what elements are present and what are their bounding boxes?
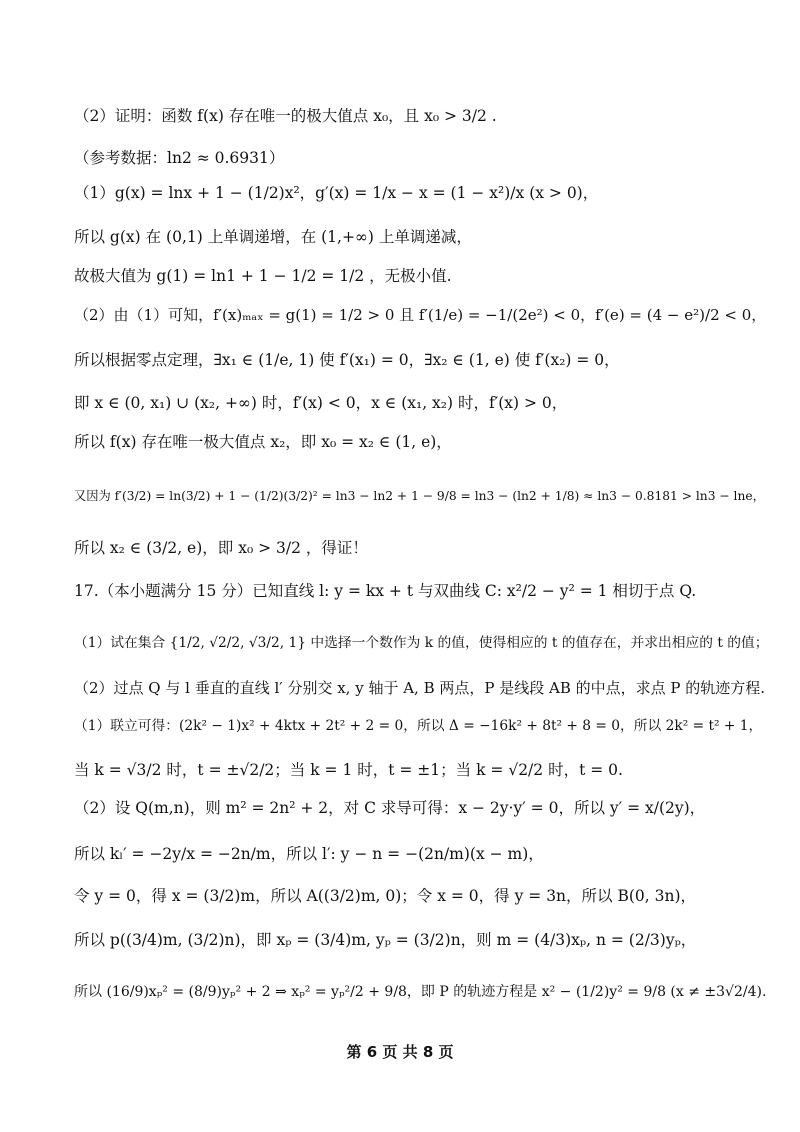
line-9: 所以 f(x) 存在唯一极大值点 x₂，即 x₀ = x₂ ∈ (1, e)， bbox=[74, 433, 452, 451]
line-21: 所以 (16/9)xₚ² = (8/9)yₚ² + 2 ⇒ xₚ² = yₚ²/2 + 9/8，即 P 的轨迹方程是 x² − (1/2)y² = 9/8 (x ≠ ±3√2/4). bbox=[74, 984, 767, 1000]
line-3: （1）g(x) = lnx + 1 − (1/2)x²，g′(x) = 1/x − x = (1 − x²)/x (x > 0)， bbox=[74, 184, 599, 202]
line-1: （2）证明：函数 f(x) 存在唯一的极大值点 x₀，且 x₀ > 3/2 . bbox=[74, 107, 497, 125]
line-17: （2）设 Q(m,n)，则 m² = 2n² + 2，对 C 求导可得：x − 2y·y′ = 0，所以 y′ = x/(2y)， bbox=[74, 799, 706, 817]
line-4: 所以 g(x) 在 (0,1) 上单调递增，在 (1,+∞) 上单调递减， bbox=[74, 228, 472, 246]
line-6: （2）由（1）可知，f′(x)ₘₐₓ = g(1) = 1/2 > 0 且 f′(1/e) = −1/(2e²) < 0，f′(e) = (4 − e²)/2 < 0， bbox=[74, 306, 767, 324]
line-8: 即 x ∈ (0, x₁) ∪ (x₂, +∞) 时，f′(x) < 0，x ∈ (x₁, x₂) 时，f′(x) > 0， bbox=[74, 394, 568, 412]
page-footer: 第 6 页 共 8 页 bbox=[346, 1043, 454, 1061]
line-18: 所以 kₗ′ = −2y/x = −2n/m，所以 l′: y − n = −(2n/m)(x − m)， bbox=[74, 845, 544, 863]
line-13: （1）试在集合 {1/2, √2/2, √3/2, 1} 中选择一个数作为 k 的值，使得相应的 t 的值存在，并求出相应的 t 的值； bbox=[74, 635, 769, 651]
line-20: 所以 p((3/4)m, (3/2)n)，即 xₚ = (3/4)m, yₚ = (3/2)n，则 m = (4/3)xₚ, n = (2/3)yₚ， bbox=[74, 931, 697, 949]
line-19: 令 y = 0，得 x = (3/2)m，所以 A((3/2)m, 0)；令 x = 0，得 y = 3n，所以 B(0, 3n)， bbox=[74, 887, 697, 905]
line-7: 所以根据零点定理，∃x₁ ∈ (1/e, 1) 使 f′(x₁) = 0，∃x₂ ∈ (1, e) 使 f′(x₂) = 0， bbox=[74, 351, 620, 369]
line-15: （1）联立可得：(2k² − 1)x² + 4ktx + 2t² + 2 = 0，所以 Δ = −16k² + 8t² + 8 = 0，所以 2k² = t² + 1， bbox=[74, 718, 763, 734]
line-12: 17.（本小题满分 15 分）已知直线 l: y = kx + t 与双曲线 C: x²/2 − y² = 1 相切于点 Q. bbox=[74, 582, 697, 600]
line-14: （2）过点 Q 与 l 垂直的直线 l′ 分别交 x, y 轴于 A, B 两点，P 是线段 AB 的中点，求点 P 的轨迹方程. bbox=[74, 679, 766, 697]
line-5: 故极大值为 g(1) = ln1 + 1 − 1/2 = 1/2 ，无极小值. bbox=[74, 267, 452, 285]
line-11: 所以 x₂ ∈ (3/2, e)，即 x₀ > 3/2 ，得证！ bbox=[74, 539, 368, 557]
line-16: 当 k = √3/2 时，t = ±√2/2；当 k = 1 时，t = ±1；当 k = √2/2 时，t = 0. bbox=[74, 761, 623, 779]
line-10: 又因为 f′(3/2) = ln(3/2) + 1 − (1/2)(3/2)² = ln3 − ln2 + 1 − 9/8 = ln3 − (ln2 + 1/8) ≈ ln3 − 0.8181 > ln3 − lne， bbox=[74, 489, 765, 503]
line-2: （参考数据：ln2 ≈ 0.6931） bbox=[74, 149, 285, 167]
